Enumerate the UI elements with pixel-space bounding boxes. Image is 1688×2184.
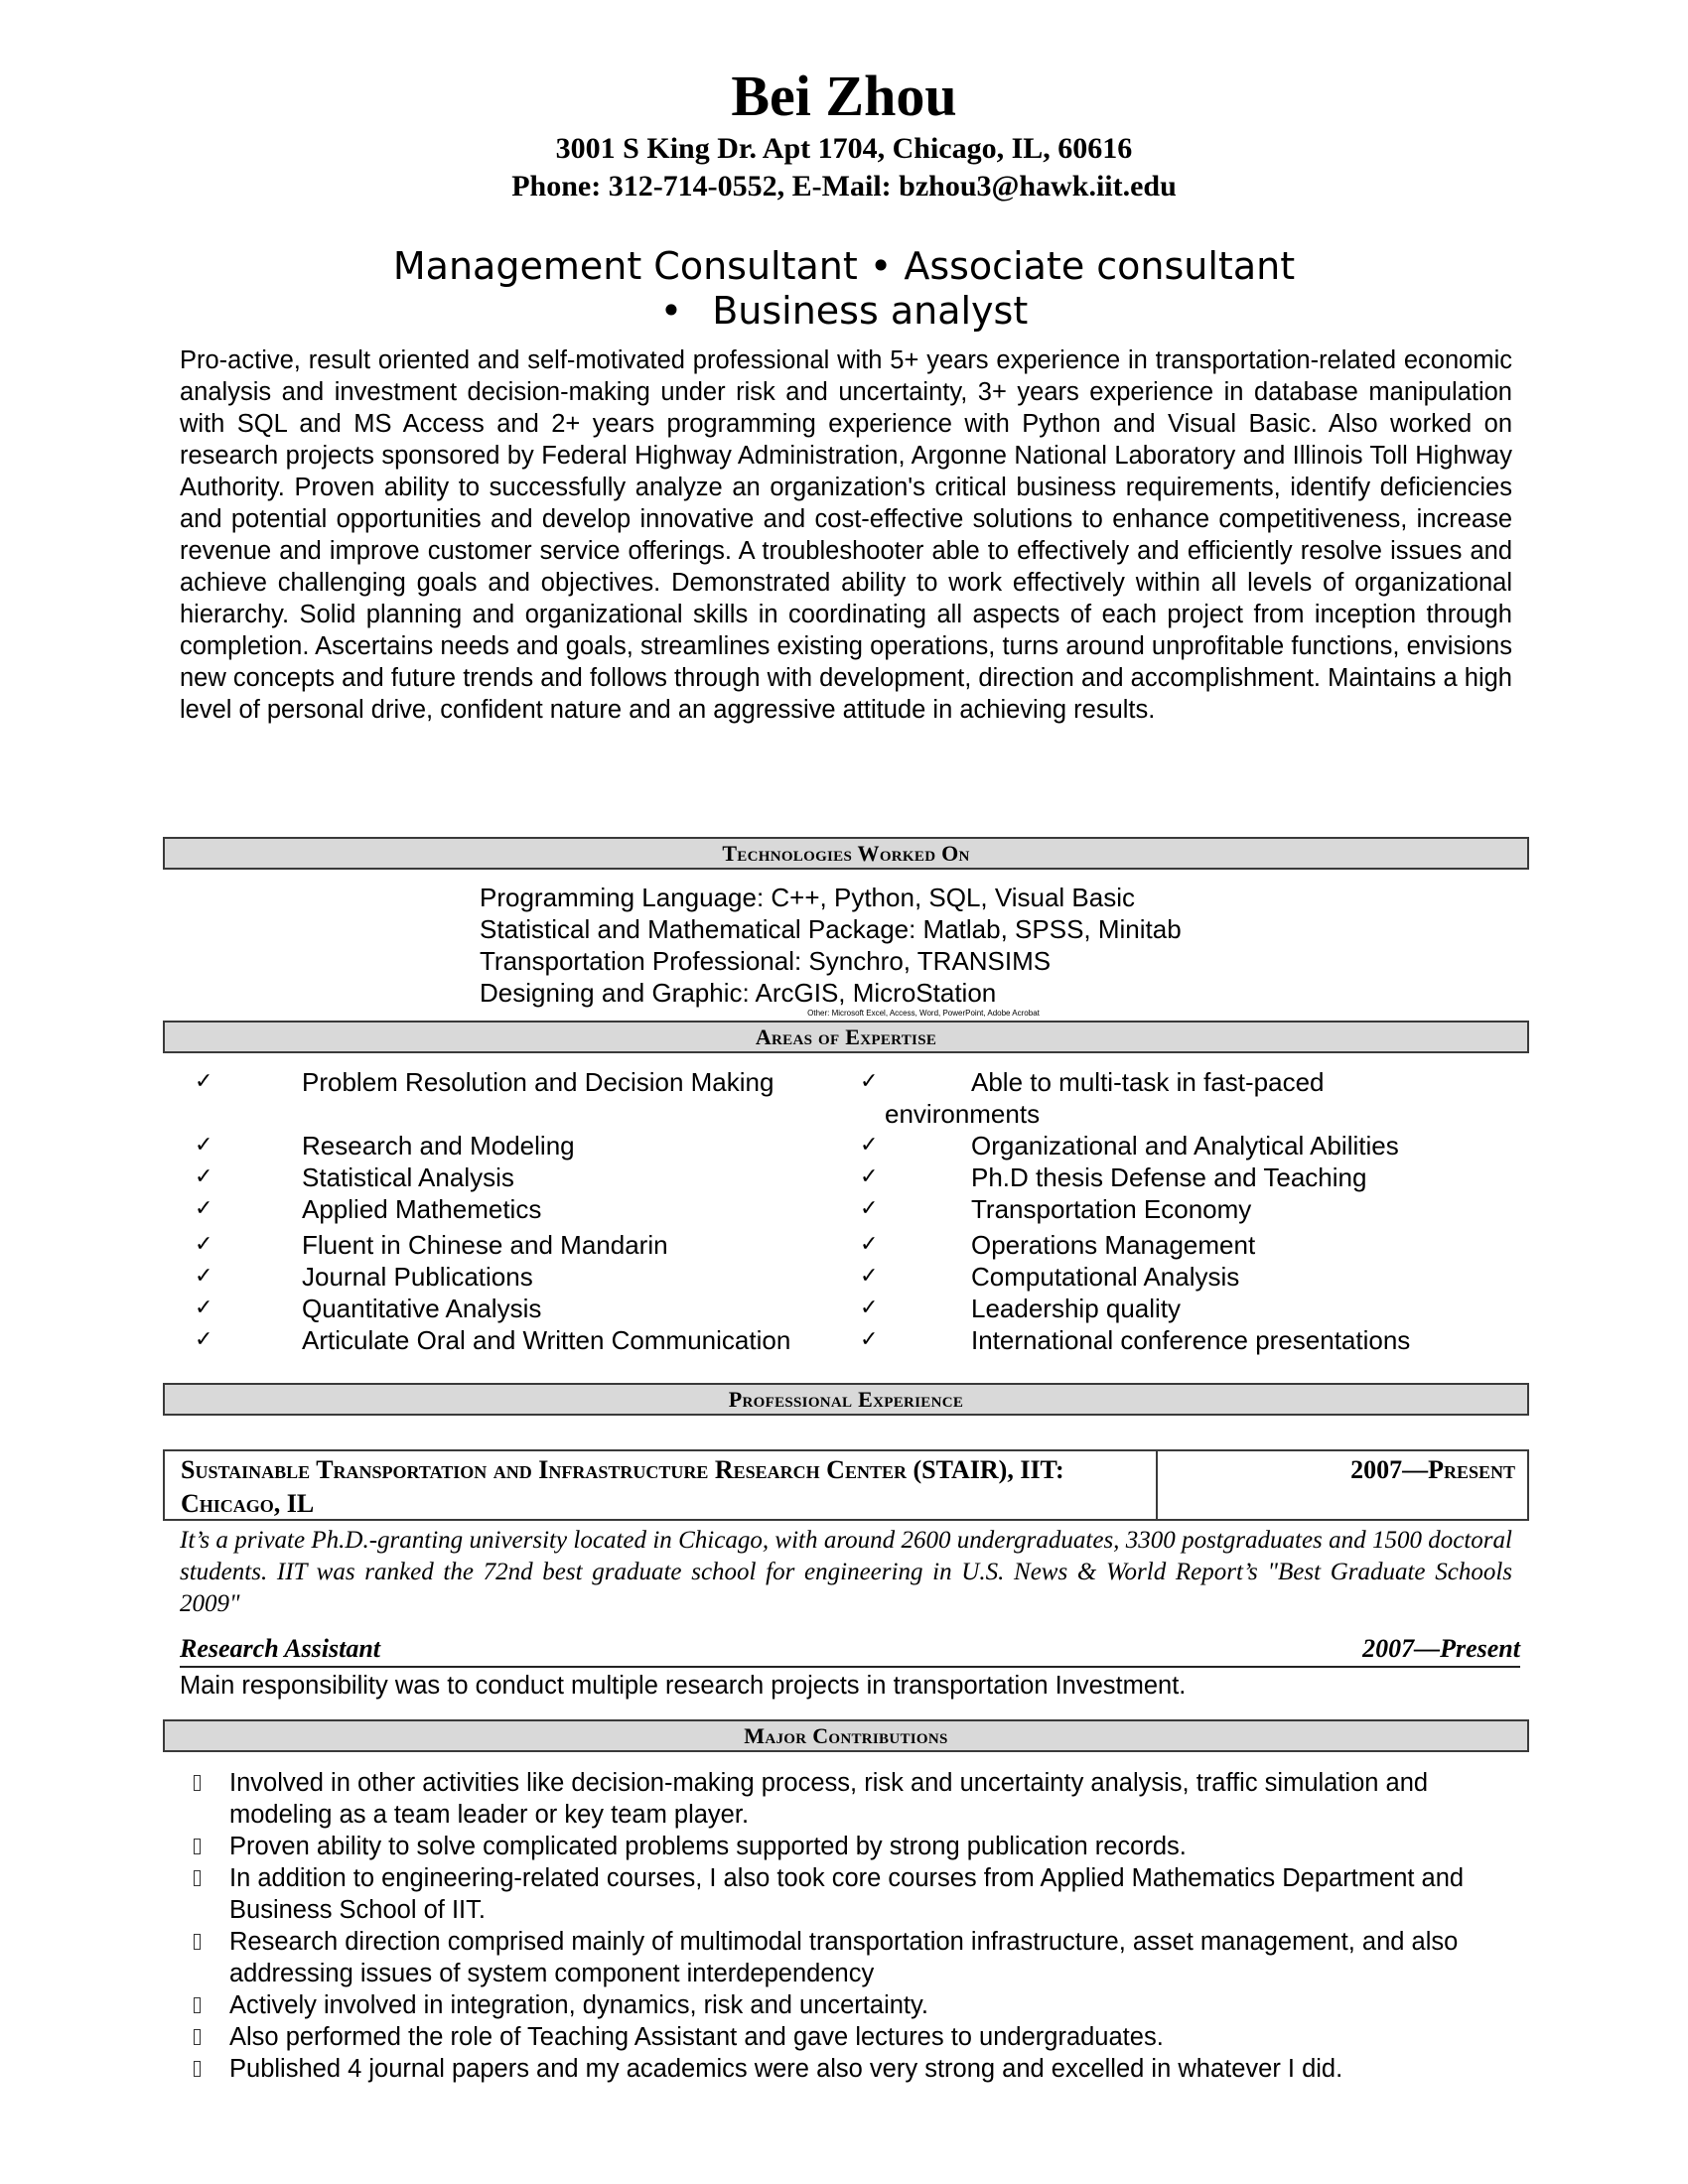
expertise-label: Ph.D thesis Defense and Teaching (971, 1162, 1367, 1192)
expertise-item (195, 1293, 850, 1324)
contribution-text: Research direction comprised mainly of multimodal transportation infrastructure, asset management, and also addressing issues of system component interdependency (229, 1928, 1459, 1987)
contribution-text: Actively involved in integration, dynamics, risk and uncertainty. (229, 1991, 928, 2019)
expertise-item (860, 1130, 1535, 1161)
check-icon: ✓ (860, 1196, 879, 1221)
professional-summary: Pro-active, result oriented and self-motivated professional with 5+ years experience in transportation-related economic analysis and investment decision-making under risk and uncertainty, 3+ years experience in database manipulation with SQL and MS Access and 2+ years programming experience with Python and Visual Basic. Also worked on research projects sponsored by Federal Highway Administration, Argonne National Laboratory and Illinois Toll Highway Authority. Proven ability to successfully analyze an organization's critical business requirements, identify deficiencies and potential opportunities and develop innovative and cost-effective solutions to enhance competitiveness, increase revenue and improve customer service offerings. A troubleshooter able to effectively and efficiently resolve issues and achieve challenging goals and objectives. Demonstrated ability to work effectively within all levels of organizational hierarchy. Solid planning and organizational skills in coordinating all aspects of each project from inception through completion. Ascertains needs and goals, streamlines existing operations, turns around unprofitable functions, envisions new concepts and future trends and follows through with development, direction and accomplishment. Maintains a high level of personal drive, confident nature and an aggressive attitude in achieving results. (180, 346, 1512, 724)
missing-glyph-bullet-icon (194, 1870, 201, 1886)
check-icon: ✓ (860, 1327, 879, 1352)
expertise-item (860, 1229, 1535, 1261)
check-icon: ✓ (860, 1232, 879, 1257)
section-header-contributions: Major Contributions (163, 1719, 1529, 1752)
check-icon: ✓ (195, 1232, 213, 1257)
expertise-label: Operations Management (971, 1230, 1256, 1260)
expertise-item (195, 1324, 850, 1356)
check-icon: ✓ (195, 1196, 213, 1221)
employer-dates: 2007—Present (1350, 1455, 1515, 1484)
contribution-text: Published 4 journal papers and my academics were also very strong and excelled in whatever I did. (229, 2055, 1343, 2083)
contributions-list (180, 1767, 1520, 2085)
technology-item: Statistical and Mathematical Package: Matlab, SPSS, Minitab (480, 914, 1182, 944)
expertise-label: Organizational and Analytical Abilities (971, 1131, 1399, 1160)
check-icon: ✓ (195, 1327, 213, 1352)
missing-glyph-bullet-icon (194, 1775, 201, 1791)
check-icon: ✓ (195, 1296, 213, 1320)
expertise-label: Able to multi-task in fast-paced (971, 1067, 1325, 1097)
expertise-item (195, 1161, 850, 1193)
expertise-label: Computational Analysis (971, 1262, 1240, 1292)
expertise-label-continued: environments (885, 1099, 1041, 1129)
expertise-label: Applied Mathemetics (302, 1194, 542, 1224)
technologies-other: Other: Microsoft Excel, Access, Word, PowerPoint, Adobe Acrobat (807, 1009, 1040, 1018)
contribution-text: Also performed the role of Teaching Assistant and gave lectures to undergraduates. (229, 2023, 1164, 2051)
expertise-item (860, 1293, 1535, 1324)
check-icon: ✓ (195, 1133, 213, 1158)
expertise-label: International conference presentations (971, 1325, 1411, 1355)
headline-role: Business analyst (712, 289, 1029, 333)
expertise-label: Fluent in Chinese and Mandarin (302, 1230, 668, 1260)
employer-box (163, 1449, 1529, 1521)
expertise-label: Quantitative Analysis (302, 1294, 542, 1323)
check-icon: ✓ (860, 1164, 879, 1189)
expertise-right-column (860, 1066, 1535, 1356)
contribution-item (180, 1862, 1520, 1926)
expertise-label: Leadership quality (971, 1294, 1182, 1323)
expertise-item (860, 1161, 1535, 1193)
contribution-item (180, 2053, 1520, 2085)
employer-name: Sustainable Transportation and Infrastructure Research Center (STAIR), IIT: Chicago, IL (165, 1451, 1158, 1519)
contribution-item (180, 1767, 1520, 1831)
role-title: Research Assistant (180, 1634, 381, 1663)
role-description: Main responsibility was to conduct multiple research projects in transportation Investment. (180, 1672, 1187, 1700)
section-header-experience: Professional Experience (163, 1383, 1529, 1416)
check-icon: ✓ (860, 1296, 879, 1320)
expertise-label: Journal Publications (302, 1262, 533, 1292)
expertise-left-column (195, 1066, 850, 1356)
expertise-item (195, 1261, 850, 1293)
missing-glyph-bullet-icon (194, 2029, 201, 2045)
expertise-item (195, 1066, 850, 1098)
missing-glyph-bullet-icon (194, 2061, 201, 2077)
check-icon: ✓ (195, 1069, 213, 1094)
check-icon: ✓ (860, 1133, 879, 1158)
resume-name: Bei Zhou (731, 64, 957, 128)
technology-item: Programming Language: C++, Python, SQL, Visual Basic (480, 883, 1136, 912)
check-icon: ✓ (195, 1164, 213, 1189)
role-row (180, 1632, 1520, 1668)
expertise-item (860, 1324, 1535, 1356)
technologies-list (480, 882, 1182, 1009)
check-icon: ✓ (195, 1264, 213, 1289)
expertise-label: Research and Modeling (302, 1131, 575, 1160)
expertise-item (860, 1066, 1535, 1130)
headline-line-2 (0, 288, 1688, 334)
role-dates: 2007—Present (1362, 1634, 1520, 1663)
expertise-item (195, 1229, 850, 1261)
technology-item: Transportation Professional: Synchro, TRANSIMS (480, 946, 1052, 976)
contribution-item (180, 2021, 1520, 2053)
contribution-item (180, 1831, 1520, 1862)
address: 3001 S King Dr. Apt 1704, Chicago, IL, 60616 (555, 132, 1133, 165)
expertise-item (860, 1193, 1535, 1225)
expertise-label: Statistical Analysis (302, 1162, 514, 1192)
expertise-item (860, 1261, 1535, 1293)
contribution-item (180, 1926, 1520, 1989)
missing-glyph-bullet-icon (194, 1997, 201, 2013)
contribution-text: In addition to engineering-related courses, I also took core courses from Applied Mathematics Department and Business School of IIT. (229, 1864, 1465, 1924)
employer-description: It’s a private Ph.D.-granting university located in Chicago, with around 2600 undergraduates, 3300 postgraduates and 1500 doctoral students. IIT was ranked the 72nd best graduate school for engineering in U.S. News & World Report’s "Best Graduate Schools 2009" (180, 1527, 1512, 1617)
section-header-expertise: Areas of Expertise (163, 1021, 1529, 1053)
contact-info: Phone: 312-714-0552, E-Mail: bzhou3@hawk.iit.edu (511, 170, 1177, 203)
check-icon: ✓ (860, 1069, 879, 1094)
contribution-text: Involved in other activities like decision-making process, risk and uncertainty analysis, traffic simulation and modeling as a team leader or key team player. (229, 1769, 1429, 1829)
missing-glyph-bullet-icon (194, 1839, 201, 1854)
contribution-text: Proven ability to solve complicated problems supported by strong publication records. (229, 1833, 1187, 1860)
contribution-item (180, 1989, 1520, 2021)
expertise-label: Transportation Economy (971, 1194, 1252, 1224)
check-icon: ✓ (860, 1264, 879, 1289)
expertise-item (195, 1130, 850, 1161)
expertise-item (195, 1193, 850, 1225)
headline-line-1: Management Consultant • Associate consultant (392, 244, 1296, 288)
section-header-technologies: Technologies Worked On (163, 837, 1529, 870)
bullet-icon: • (659, 289, 683, 333)
expertise-label: Articulate Oral and Written Communication (302, 1325, 791, 1355)
missing-glyph-bullet-icon (194, 1934, 201, 1950)
expertise-label: Problem Resolution and Decision Making (302, 1067, 774, 1097)
technology-item: Designing and Graphic: ArcGIS, MicroStation (480, 978, 997, 1008)
